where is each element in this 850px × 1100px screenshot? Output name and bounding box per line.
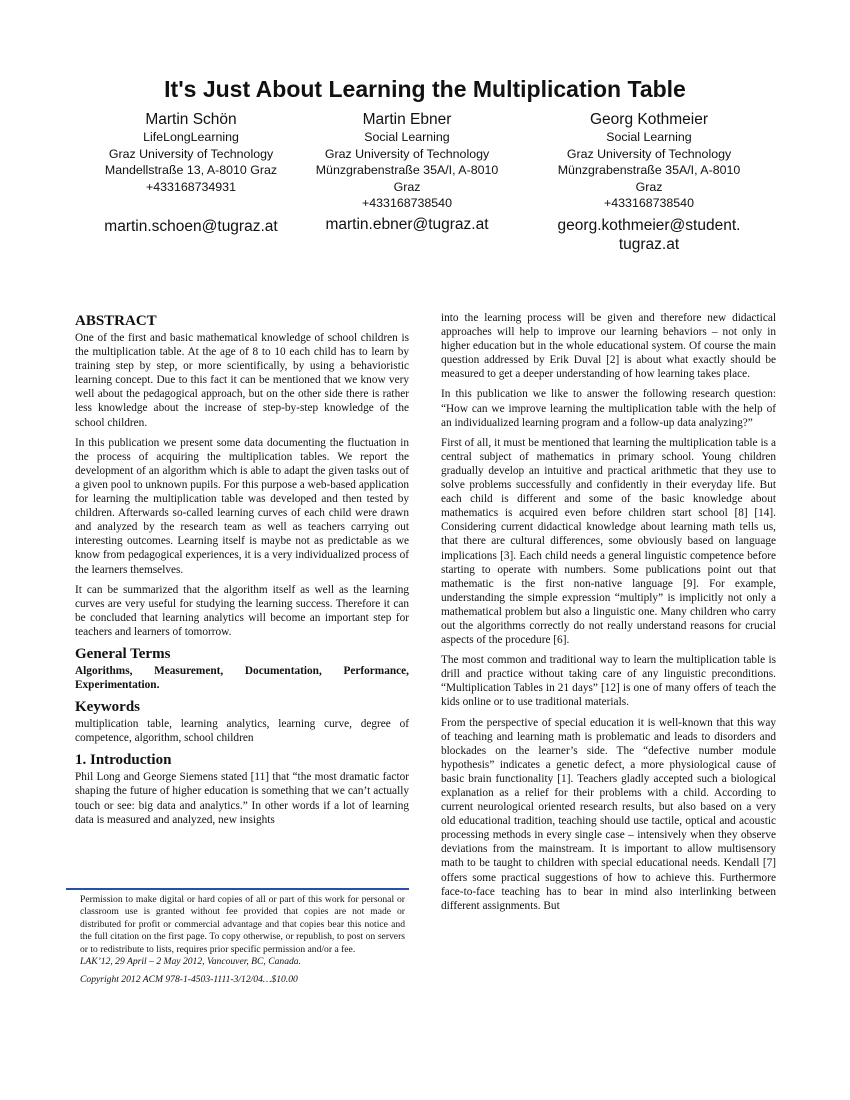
author-email[interactable]: martin.schoen@tugraz.at <box>104 218 278 236</box>
author-email[interactable]: martin.ebner@tugraz.at <box>325 215 489 233</box>
body-paragraph: First of all, it must be mentioned that learning the multiplication table is a central subject of mathematics in primary school. Young children gradually develop an intuitive and practical arithmetic that they use to solve problems successfully and confidently in their everyday life. But each child is different and some of the basic knowledge about mathematics is acquired even before children start school [8] [14]. Considering current didactical knowledge about learning math tells us, that there are cultural differences, some obviously based on language implications [3]. Each child needs a general linguistic competence before starting to operate with numbers. Some publications point out that mathematic is the first non-native language [9]. For example, understanding the simple expression “multiply” is implicitly not only a mathematical problem but also a linguistic one. Many children who carry out the algorithms correctly do not really understand reasons for crucial aspects of the procedure [6]. <box>441 436 776 647</box>
author-name: Martin Schön <box>145 111 237 128</box>
general-terms-heading: General Terms <box>75 645 171 662</box>
general-terms: Algorithms, Measurement, Documentation, Performance, Experimentation. <box>75 664 409 692</box>
author-name: Georg Kothmeier <box>589 111 709 128</box>
author-affiliation: Social Learning <box>606 130 692 144</box>
permission-notice <box>80 894 405 987</box>
author-address: Graz <box>635 179 663 194</box>
author-address: Münzgrabenstraße 35A/I, A-8010 <box>557 163 741 178</box>
author-name: Martin Ebner <box>362 111 452 128</box>
abstract-paragraph: In this publication we present some data documenting the fluctuation in the process of acquiring the multiplication tables. We report the development of an algorithm which is able to adapt the given tasks out of a given pool to unknown pupils. For this purpose a web-based application for learning the multiplication table was developed and then tested by children. Afterwards so-called learning curves of each child were drawn and analyzed by the research team as well as teachers carrying out interesting outcomes. Learning itself is maybe not as predictable as we know from pedagogical experiences, it is a very individualized process of the learners themselves. <box>75 436 409 576</box>
abstract-paragraph: One of the first and basic mathematical knowledge of school children is the multiplication table. At the age of 8 to 10 each child has to learn by training step by step, or more scientifically, by using a behavioristic learning concept. Due to this fact it can be mentioned that we know very well about the pedagogical approach, but on the other side there is rather less knowledge about the increase of step-by-step knowledge of the school children. <box>75 332 409 429</box>
author-phone: +433168738540 <box>604 196 694 211</box>
author-affiliation: Graz University of Technology <box>324 146 490 161</box>
author-affiliation: LifeLongLearning <box>143 130 239 144</box>
abstract-heading: ABSTRACT <box>75 313 157 329</box>
author-3 <box>520 110 778 254</box>
left-column <box>75 312 409 833</box>
author-address: Graz <box>393 179 421 194</box>
keywords: multiplication table, learning analytics, learning curve, degree of competence, algorithm, school children <box>75 718 409 745</box>
author-affiliation: Graz University of Technology <box>566 146 732 161</box>
author-affiliation: Graz University of Technology <box>108 146 274 161</box>
author-affiliation: Social Learning <box>364 130 450 144</box>
author-block <box>88 110 778 254</box>
introduction-heading: 1. Introduction <box>75 752 172 769</box>
abstract-paragraph: It can be summarized that the algorithm itself as well as the learning curves are very useful for studying the learning success. Therefore it can be concluded that learning analytics will become an important step for teachers and learners of tomorrow. <box>75 583 409 638</box>
conference-venue: LAK’12, 29 April – 2 May 2012, Vancouver, BC, Canada. <box>80 956 302 968</box>
body-paragraph: into the learning process will be given and therefore new didactical approaches will help to improve our learning behaviors – not only in higher education but in the whole educational system. Of course the main question addressed by Erik Duval [2] is about what exactly should be measured to get a deeper understanding of how learning takes place. <box>441 312 776 381</box>
paper-title: It's Just About Learning the Multiplication Table <box>164 76 686 102</box>
copyright-line: Copyright 2012 ACM 978-1-4503-1111-3/12/04…$10.00 <box>80 974 298 986</box>
body-paragraph: The most common and traditional way to learn the multiplication table is drill and practice without taking care of any linguistic preconditions. “Multiplication Tables in 21 days” [12] is one of many offers of teach the kids online or to use traditional materials. <box>441 654 776 709</box>
author-2 <box>294 110 520 254</box>
body-paragraph: From the perspective of special education it is well-known that this way of teaching and learning math is problematic and leads to disorders and blockades on the learner’s side. The “defective number module hypothesis” indicates a genetic defect, a more physiological cause of basic brain functionality [1]. Teachers gladly accepted such a biological explanation as a relief for their problems with a child. According to current neurological oriented research results, but also based on a very old educational tradition, teaching should use tactile, optical and acoustic processing methods in every single case – intensively when they observe deviations from the mainstream. It is important to allow multisensory math to be taught to children with special educational needs. Kendall [7] offers some practical suggestions of how to achieve this. Furthermore face-to-face teaching has to bear in mind also interlinking between different assignments. But <box>441 716 776 912</box>
permission-text: Permission to make digital or hard copies of all or part of this work for personal or classroom use is granted without fee provided that copies are not made or distributed for profit or commercial advantage and that copies bear this notice and the full citation on the first page. To copy otherwise, or republish, to post on servers or to redistribute to lists, requires prior specific permission and/or a fee. <box>80 894 405 955</box>
introduction-paragraph: Phil Long and George Siemens stated [11] that “the most dramatic factor shaping the future of higher education is something that we can’t actually touch or see: big data and analytics.” In other words if a lot of learning data is measured and analyzed, new insights <box>75 771 409 826</box>
author-address: Münzgrabenstraße 35A/I, A-8010 <box>315 163 499 178</box>
body-paragraph: In this publication we like to answer the following research question: “How can we improve learning the multiplication table with the help of an individualized learning program and a follow-up data analyzing?” <box>441 388 776 429</box>
footnote-divider <box>66 888 409 890</box>
author-phone: +433168734931 <box>146 179 236 194</box>
author-1 <box>88 110 294 254</box>
author-address: Mandellstraße 13, A-8010 Graz <box>104 163 278 178</box>
author-email[interactable]: georg.kothmeier@student. tugraz.at <box>557 216 741 253</box>
keywords-heading: Keywords <box>75 699 140 716</box>
author-phone: +433168738540 <box>362 196 452 211</box>
right-column <box>441 311 776 919</box>
